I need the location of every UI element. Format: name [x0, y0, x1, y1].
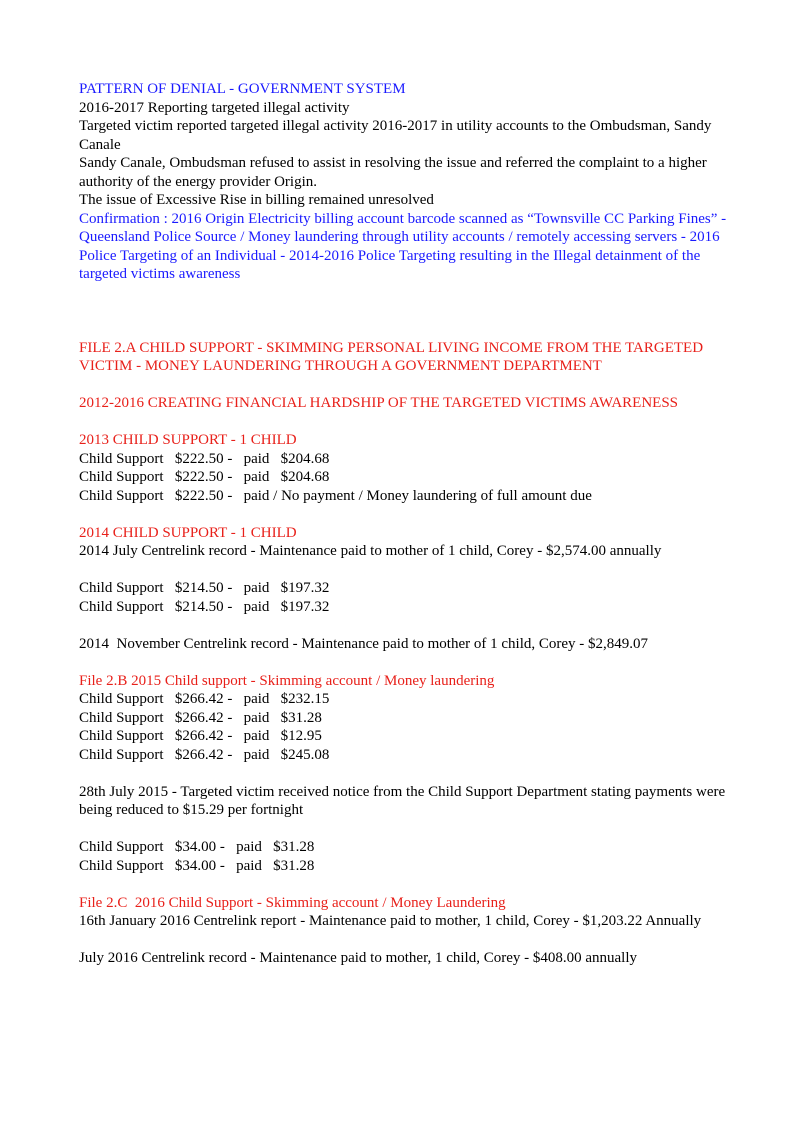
cs-2014-section: [79, 524, 739, 654]
spacer: [79, 413, 739, 432]
payment-row: Child Support $222.50 - paid $204.68: [79, 450, 330, 467]
payment-row: Child Support $34.00 - paid $31.28: [79, 857, 315, 874]
cs-2014-heading: 2014 CHILD SUPPORT - 1 CHILD: [79, 524, 297, 541]
file-2b-heading: File 2.B 2015 Child support - Skimming account / Money laundering: [79, 672, 495, 689]
file-2c-heading: File 2.C 2016 Child Support - Skimming account / Money Laundering: [79, 894, 506, 911]
denial-line: The issue of Excessive Rise in billing remained unresolved: [79, 192, 434, 208]
notice-text: 28th July 2015 - Targeted victim received notice from the Child Support Department stating payments were being reduced to $15.29 per fortnight: [79, 783, 729, 818]
file-2b-section: [79, 672, 739, 876]
payment-row: Child Support $222.50 - paid / No payment / Money laundering of full amount due: [79, 487, 592, 504]
payment-row: Child Support $266.42 - paid $12.95: [79, 728, 322, 744]
spacer: [79, 820, 739, 839]
payment-row: Child Support $214.50 - paid $197.32: [79, 580, 330, 596]
spacer: [79, 764, 739, 783]
file-2c-section: [79, 894, 739, 968]
payment-row: Child Support $266.42 - paid $232.15: [79, 691, 330, 707]
spacer: [79, 505, 739, 524]
spacer: [79, 376, 739, 395]
centrelink-record: 2014 July Centrelink record - Maintenance paid to mother of 1 child, Corey - $2,574.00 annually: [79, 543, 662, 559]
spacer: [79, 284, 739, 339]
denial-heading: PATTERN OF DENIAL - GOVERNMENT SYSTEM: [79, 81, 406, 97]
spacer: [79, 653, 739, 672]
spacer: [79, 616, 739, 635]
payment-row: Child Support $266.42 - paid $245.08: [79, 746, 330, 763]
cs-2013-heading: 2013 CHILD SUPPORT - 1 CHILD: [79, 432, 297, 448]
centrelink-record: July 2016 Centrelink record - Maintenance paid to mother, 1 child, Corey - $408.00 annually: [79, 950, 638, 966]
file-2a-heading: FILE 2.A CHILD SUPPORT - SKIMMING PERSONAL LIVING INCOME FROM THE TARGETED VICTIM - MONEY LAUNDERING THROUGH A GOVERNMENT DEPARTMENT: [79, 339, 707, 374]
payment-row: Child Support $214.50 - paid $197.32: [79, 598, 330, 615]
denial-line: 2016-2017 Reporting targeted illegal activity: [79, 99, 350, 116]
spacer: [79, 875, 739, 894]
denial-line: Sandy Canale, Ombudsman refused to assist in resolving the issue and referred the complaint to a higher authority of the energy provider Origin.: [79, 155, 711, 190]
file-2a-subheading: 2012-2016 CREATING FINANCIAL HARDSHIP OF THE TARGETED VICTIMS AWARENESS: [79, 395, 679, 411]
file-2a-section: [79, 339, 739, 413]
payment-row: Child Support $266.42 - paid $31.28: [79, 709, 322, 726]
payment-row: Child Support $34.00 - paid $31.28: [79, 839, 315, 855]
denial-section: [79, 80, 739, 284]
document-page: [79, 80, 739, 968]
payment-row: Child Support $222.50 - paid $204.68: [79, 469, 330, 485]
centrelink-record: 2014 November Centrelink record - Maintenance paid to mother of 1 child, Corey - $2,849.07: [79, 635, 649, 652]
spacer: [79, 561, 739, 580]
centrelink-report: 16th January 2016 Centrelink report - Maintenance paid to mother, 1 child, Corey - $1,203.22 Annually: [79, 913, 702, 929]
cs-2013-section: [79, 431, 739, 505]
denial-line: Targeted victim reported targeted illegal activity 2016-2017 in utility accounts to the Ombudsman, Sandy Canale: [79, 118, 716, 153]
spacer: [79, 931, 739, 950]
denial-confirmation: Confirmation : 2016 Origin Electricity billing account barcode scanned as “Townsville CC Parking Fines” - Queensland Police Source / Money laundering through utility accounts / remotely accessing servers - 2016 Police Targeting of an Individual - 2014-2016 Police Targeting resulting in the Illegal detainment of the targeted victims awareness: [79, 210, 730, 282]
